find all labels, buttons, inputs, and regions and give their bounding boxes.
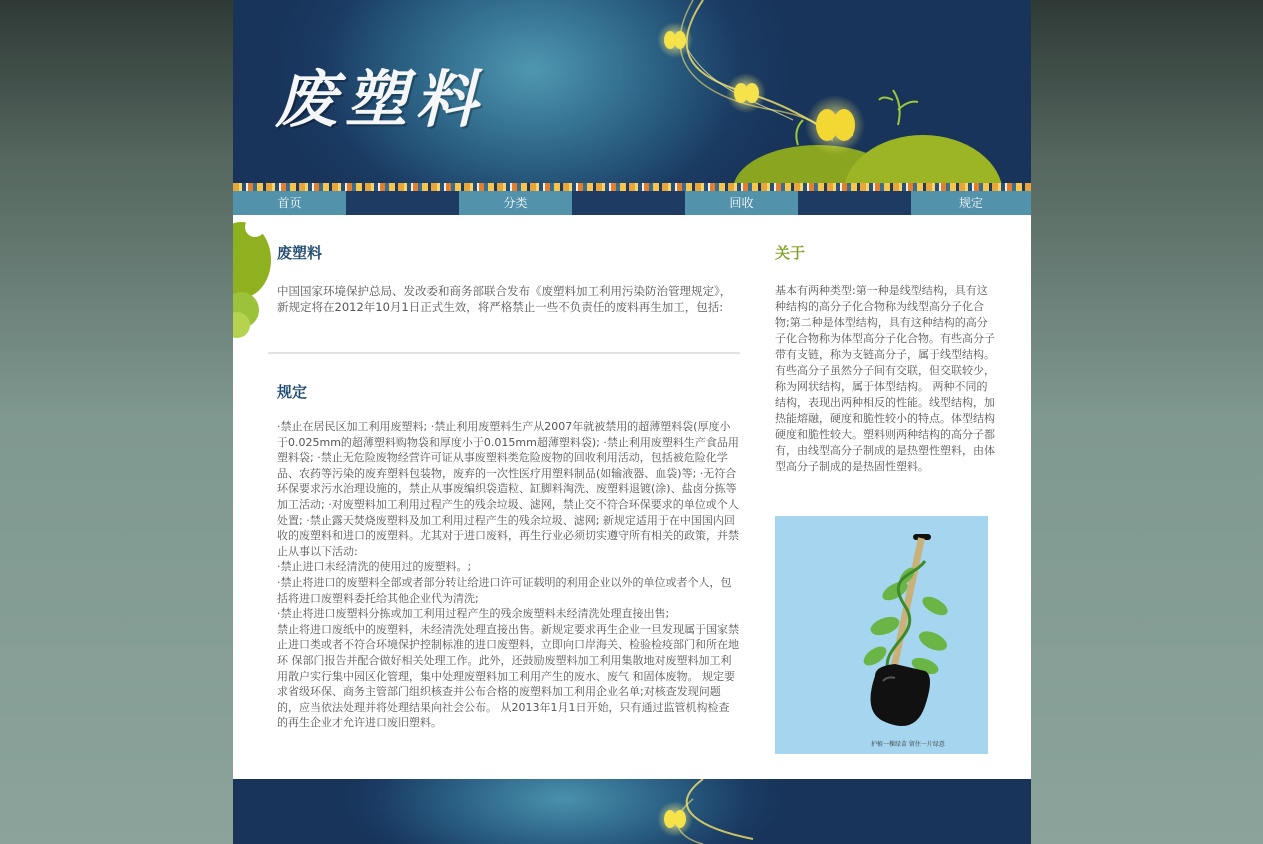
page-container (233, 0, 1031, 844)
rules-line: ·禁止将进口废塑料分拣或加工利用过程产生的残余废塑料未经清洗处理直接出售; (277, 607, 670, 621)
main-nav (233, 191, 1031, 215)
header-banner (233, 0, 1031, 185)
intro-paragraph: 中国国家环境保护总局、发改委和商务部联合发布《废塑料加工利用污染防治管理规定》，新规定将在2012年10月1日正式生效，将严格禁止一些不负责任的废料再生加工，包括: (277, 284, 732, 314)
section-title-plastic: 废塑料 (277, 244, 323, 262)
shovel-plant-image (775, 516, 988, 754)
rules-line: ·禁止将进口的废塑料全部或者部分转让给进口许可证载明的利用企业以外的单位或者个人，包括将进口废塑料委托给其他企业代为清洗; (277, 575, 732, 605)
nav-item-rules[interactable]: 规定 (911, 191, 1031, 215)
footer-decoration (233, 779, 1031, 844)
decorative-stripe (233, 183, 1031, 191)
rules-line: ·禁止在居民区加工利用废塑料; ·禁止利用废塑料生产从2007年就被禁用的超薄塑料袋(厚度小于0.025mm的超薄塑料购物袋和厚度小于0.015mm超薄塑料袋); ·禁止利用废塑料生产食品用塑料袋; ·禁止无危险废物经营许可证从事废塑料类危险废物的回收利用活动，包括被危险化学品、农药等污染的废弃塑料包装物，废弃的一次性医疗用塑料制品(如输液器、血袋)等; ·无符合环保要求污水治理设施的，禁止从事废编织袋造粒、缸脚料淘洗、废塑料退镀(涂)、盐卤分拣等加工活动; ·对废塑料加工利用过程产生的残余垃圾、滤网，禁止交不符合环保要求的单位或个人处置; ·禁止露天焚烧废塑料及加工利用过程产生的残余垃圾、滤网; 新规定适用于在中国国内回收的废塑料和进口的废塑料。尤其对于进口废料，再生行业必须切实遵守所有相关的政策，并禁止从事以下活动: (277, 420, 739, 558)
sidebar-title: 关于 (775, 244, 806, 262)
nav-spacer (798, 191, 911, 215)
nav-spacer (346, 191, 459, 215)
nav-spacer (572, 191, 685, 215)
shovel-illustration (775, 516, 988, 754)
nav-item-home[interactable]: 首页 (233, 191, 346, 215)
left-leaf-decoration (233, 215, 273, 355)
section-title-rules: 规定 (277, 383, 308, 401)
nav-item-recycle[interactable]: 回收 (685, 191, 798, 215)
content-area (233, 215, 1031, 779)
sidebar-paragraph: 基本有两种类型:第一种是线型结构，具有这种结构的高分子化合物称为线型高分子化合物;第二种是体型结构，具有这种结构的高分子化合物称为体型高分子化合物。有些高分子带有支链，称为支链高分子，属于线型结构。有些高分子虽然分子间有交联，但交联较少，称为网状结构，属于体型结构。 两种不同的结构，表现出两种相反的性能。线型结构，加热能熔融，硬度和脆性较小的特点。体型结构硬度和脆性较大。塑料则两种结构的高分子都有，由线型高分子制成的是热塑性塑料，由体型高分子制成的是热固性塑料。 (775, 284, 995, 473)
rules-line: 禁止将进口废纸中的废塑料，未经清洗处理直接出售。新规定要求再生企业一旦发现属于国家禁止进口类或者不符合环境保护控制标准的进口废塑料，立即向口岸海关、检验检疫部门和所在地环 保部门报告并配合做好相关处理工作。此外，还鼓励废塑料加工利用集散地对废塑料加工利用散户实行集中园区化管理，集中处理废塑料加工利用产生的废水、废气 和固体废物。 规定要求省级环保、商务主管部门组织核查并公布合格的废塑料加工利用企业名单;对核查发现问题的，应当依法处理并将处理结果向社会公布。 从2013年1月1日开始，只有通过监管机构检查的再生企业才允许进口废旧塑料。 (277, 622, 739, 730)
footer-banner (233, 779, 1031, 844)
rules-line: ·禁止进口未经清洗的使用过的废塑料。; (277, 560, 472, 574)
section-divider (268, 352, 740, 354)
photo-caption: 护植一棵绿苗 留住一片绿意 (871, 741, 945, 748)
site-logo[interactable]: 废塑料 (275, 63, 486, 136)
nav-item-category[interactable]: 分类 (459, 191, 572, 215)
rules-body (277, 419, 740, 731)
